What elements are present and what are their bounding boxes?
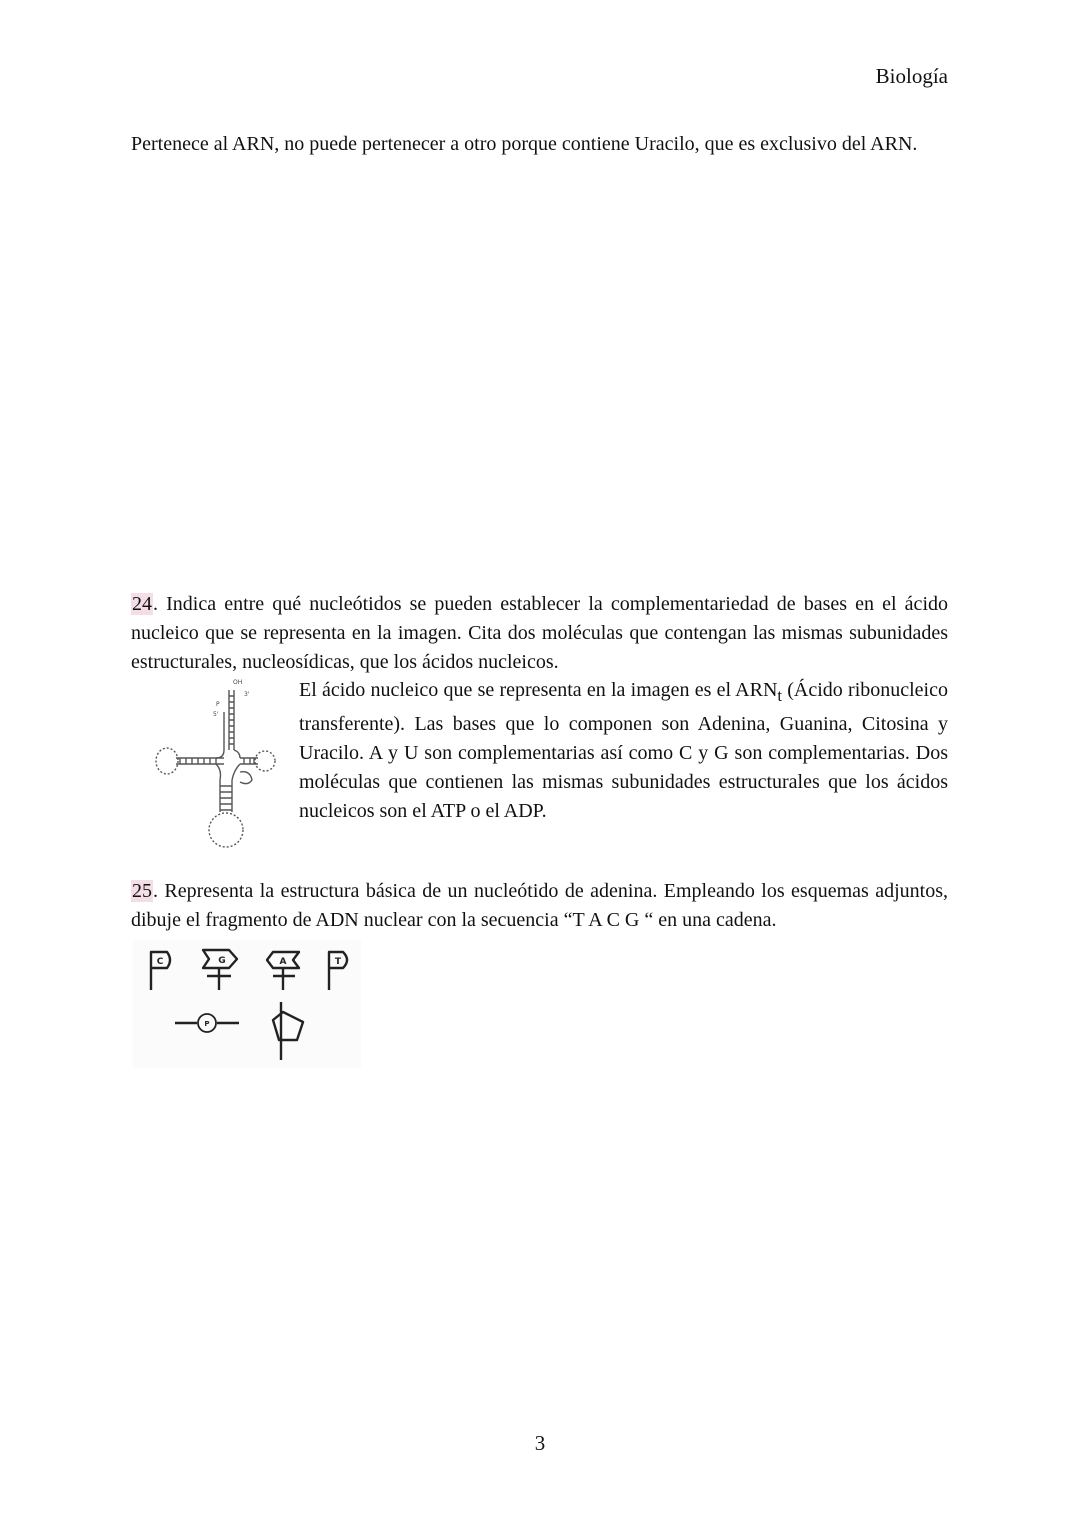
trna-3prime-label: 3' xyxy=(244,691,250,698)
phosphate-label: P xyxy=(204,1020,210,1028)
question-25-text: . Representa la estructura básica de un nucleótido de adenina. Empleando los esquemas adjuntos, dibuje el fragmento de ADN nuclear con la secuencia “T A C G “ en una cadena. xyxy=(131,880,948,931)
question-24-text: . Indica entre qué nucleótidos se pueden establecer la complementariedad de bases en el ácido nucleico que se representa en la imagen. Cita dos moléculas que contengan las mismas subunidades estructurales, nucleosídicas, que los ácidos nucleicos. xyxy=(131,593,948,673)
guanine-label: G xyxy=(218,956,226,966)
answer-23-text: Pertenece al ARN, no puede pertenecer a otro porque contiene Uracilo, que es exclusivo del ARN. xyxy=(131,133,918,155)
answer-24-subscript: t xyxy=(777,686,783,705)
question-24 xyxy=(131,590,948,677)
trna-oh-label: OH xyxy=(233,679,243,686)
trna-phosphate-label: P xyxy=(216,701,220,708)
page-number: 3 xyxy=(534,1431,546,1455)
adenine-label: A xyxy=(279,957,287,967)
question-25-number: 25 xyxy=(132,880,152,902)
question-25 xyxy=(131,877,948,935)
nucleotide-schemes-figure xyxy=(133,940,361,1068)
trna-cloverleaf-figure xyxy=(150,676,280,856)
sugar-pentagon-scheme xyxy=(273,1012,303,1040)
answer-24-part2: (Ácido ribonucleico transferente). Las bases que lo componen son Adenina, Guanina, Citosina y Uracilo. A y U son complementarias así como C y G son complementarias. Dos moléculas que contienen las mismas subunidades estructurales que los ácidos nucleicos son el ATP o el ADP. xyxy=(299,679,948,822)
cytosine-label: C xyxy=(156,957,164,967)
trna-5prime-label: 5' xyxy=(213,711,219,718)
answer-24-part1: El ácido nucleico que se representa en la imagen es el ARN xyxy=(299,679,778,701)
subject-header: Biología xyxy=(875,64,948,88)
question-24-number: 24 xyxy=(132,593,152,615)
thymine-label: T xyxy=(334,957,342,967)
answer-24-text xyxy=(299,676,948,826)
